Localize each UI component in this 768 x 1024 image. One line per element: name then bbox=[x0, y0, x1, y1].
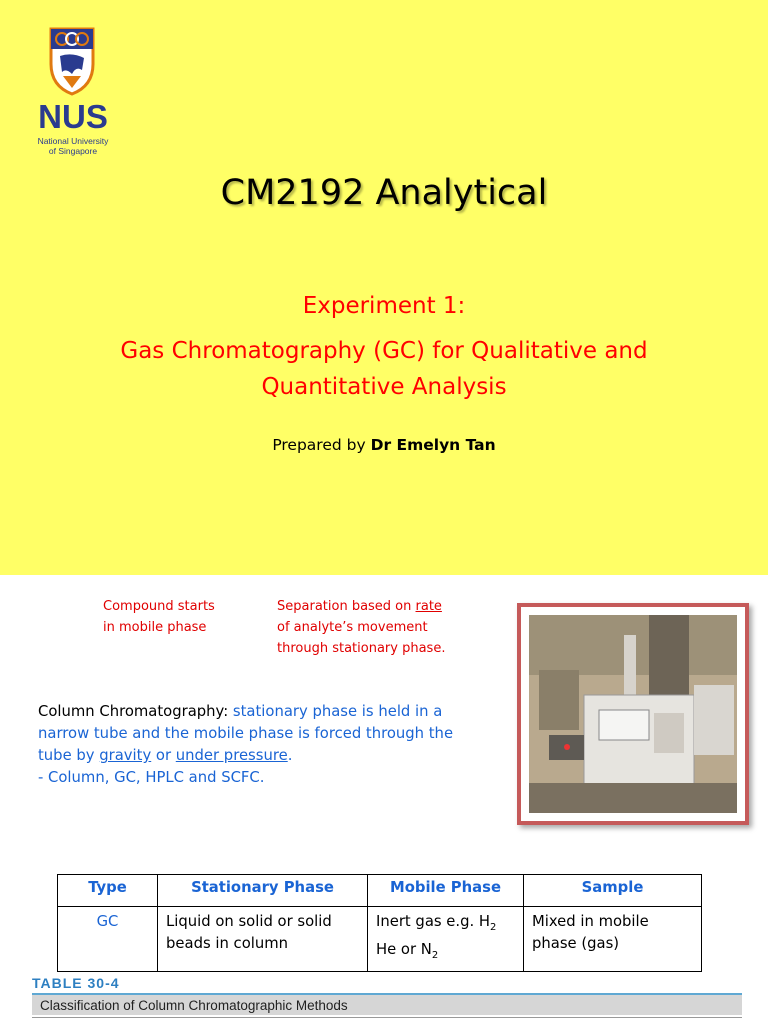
column-period: . bbox=[287, 747, 293, 764]
column-label: Column Chromatography: bbox=[38, 703, 233, 720]
table-row bbox=[58, 907, 702, 972]
author-name: Dr Emelyn Tan bbox=[370, 436, 496, 454]
content-slide bbox=[0, 575, 768, 1024]
mobile-n-sub: 2 bbox=[431, 949, 439, 961]
note-right-line3: through stationary phase. bbox=[277, 641, 446, 656]
mobile-line1 bbox=[376, 911, 515, 939]
column-or: or bbox=[151, 747, 176, 764]
experiment-title-line1: Gas Chromatography (GC) for Qualitative and bbox=[120, 338, 648, 364]
prepared-by-prefix: Prepared by bbox=[272, 436, 371, 454]
logo-wordmark: NUS bbox=[38, 98, 108, 135]
table-header-row bbox=[58, 875, 702, 907]
note-left-line1: Compound starts bbox=[103, 599, 215, 614]
experiment-title-line2: Quantitative Analysis bbox=[261, 374, 507, 400]
mobile-h-sub: 2 bbox=[490, 921, 497, 933]
note-right-prefix: Separation based on bbox=[277, 599, 416, 614]
table-cell-mobile bbox=[368, 907, 524, 972]
nus-crest-icon bbox=[48, 26, 96, 96]
table-header-mobile: Mobile Phase bbox=[368, 875, 524, 907]
table-header-type: Type bbox=[58, 875, 158, 907]
prepared-by bbox=[0, 436, 768, 454]
logo-subtitle-line2: of Singapore bbox=[48, 146, 98, 156]
column-gravity: gravity bbox=[99, 747, 152, 764]
note-mobile-phase bbox=[103, 596, 263, 638]
table-subtitle: Classification of Column Chromatographic Methods bbox=[32, 993, 742, 1015]
table-cell-sample: Mixed in mobile phase (gas) bbox=[524, 907, 702, 972]
table-header-stationary: Stationary Phase bbox=[158, 875, 368, 907]
logo-subtitle bbox=[30, 136, 116, 156]
column-desc1: stationary phase is held in a bbox=[232, 703, 443, 720]
mobile-line1-prefix: Inert gas e.g. H bbox=[376, 913, 491, 930]
table-header-sample: Sample bbox=[524, 875, 702, 907]
note-left-line2: in mobile phase bbox=[103, 620, 207, 635]
column-list: - Column, GC, HPLC and SCFC. bbox=[38, 769, 265, 786]
experiment-label: Experiment 1: bbox=[302, 293, 466, 319]
column-chromatography-text bbox=[38, 701, 488, 789]
table-cell-stationary: Liquid on solid or solid beads in column bbox=[158, 907, 368, 972]
mobile-line2 bbox=[376, 939, 515, 967]
column-pressure: under pressure bbox=[175, 747, 288, 764]
slide-title: CM2192 Analytical bbox=[220, 173, 548, 213]
column-line3 bbox=[38, 745, 488, 767]
note-separation bbox=[277, 596, 497, 659]
column-line1 bbox=[38, 701, 488, 723]
table-caption: TABLE 30-4 bbox=[32, 975, 120, 991]
note-right-line1 bbox=[277, 596, 497, 617]
logo-subtitle-line1: National University bbox=[37, 136, 109, 146]
gc-instrument-photo bbox=[529, 615, 737, 813]
column-desc2: narrow tube and the mobile phase is forced through the bbox=[38, 725, 454, 742]
table-cell-type: GC bbox=[58, 907, 158, 972]
gc-instrument-photo-frame bbox=[517, 603, 749, 825]
table-cutoff-divider bbox=[32, 1017, 742, 1024]
mobile-line2-prefix: He or N bbox=[376, 940, 432, 958]
note-right-rate: rate bbox=[415, 599, 442, 614]
note-right-line2: of analyte’s movement bbox=[277, 620, 428, 635]
column-desc3-prefix: tube by bbox=[38, 747, 100, 764]
chromatography-table bbox=[57, 874, 702, 972]
